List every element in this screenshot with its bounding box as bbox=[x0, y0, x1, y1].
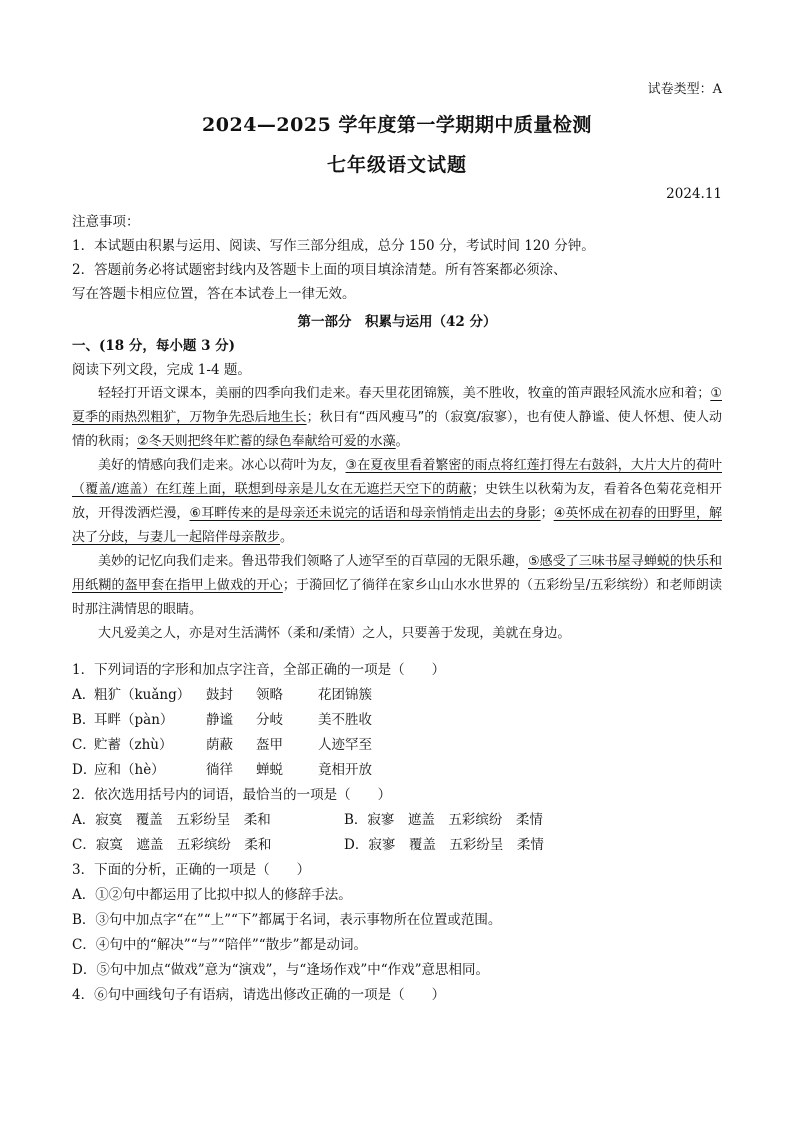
passage-text: ；秋日有“西风瘦马”的（寂寞/寂寥），也有使人静谧、使人怀想、使人动情的秋雨； bbox=[72, 410, 722, 449]
option-word: 竟相开放 bbox=[318, 762, 372, 778]
option-word: 美不胜收 bbox=[318, 712, 372, 728]
passage-text: ；于漪回忆了徜徉在家乡山山水水世界的（五彩纷呈/五彩缤纷）和老师朗读时那注满情思的眼睛。 bbox=[72, 578, 722, 617]
passage-text: ； bbox=[540, 506, 554, 521]
option-word: 蝉蜕 bbox=[256, 762, 283, 778]
question-2-option-c: C．寂寞 遮盖 五彩缤纷 柔和 bbox=[72, 837, 272, 853]
question-2-option-d: D．寂寥 覆盖 五彩纷呈 柔情 bbox=[344, 837, 544, 853]
passage-text: 。 bbox=[395, 434, 409, 449]
section-one-title: 一、(18 分，每小题 3 分) bbox=[72, 338, 236, 354]
option-word: 耳畔（pàn） bbox=[94, 712, 174, 728]
option-word: 花团锦簇 bbox=[318, 687, 372, 703]
notice-item-3: 写在答题卡相应位置，答在本试卷上一律无效。 bbox=[72, 286, 356, 302]
exam-subtitle: 七年级语文试题 bbox=[326, 154, 467, 176]
question-2-options-row-1 bbox=[72, 808, 732, 833]
part-one-title: 第一部分 积累与运用（42 分） bbox=[297, 314, 497, 330]
exam-title: 2024—2025 学年度第一学期期中质量检测 bbox=[202, 114, 592, 136]
notice-item-1: 1．本试题由积累与运用、阅读、写作三部分组成，总分 150 分，考试时间 120 分钟。 bbox=[72, 238, 595, 254]
passage-text: 轻轻打开语文课本，美丽的四季向我们走来。春天里花团锦簇，美不胜收，牧童的笛声跟轻风流水应和着； bbox=[98, 386, 711, 401]
passage-paragraph-1 bbox=[72, 382, 722, 454]
passage-paragraph-2 bbox=[72, 454, 722, 550]
question-3-stem: 3．下面的分析，正确的一项是（ ） bbox=[72, 862, 311, 878]
passage-text: 美妙的记忆向我们走来。鲁迅带我们领略了人迹罕至的百草园的无限乐趣， bbox=[98, 554, 528, 569]
option-word: 静谧 bbox=[206, 712, 233, 728]
question-3-option-c: C．④句中的“解决”“与”“陪伴”“散步”都是动词。 bbox=[72, 937, 368, 953]
passage-text: 美好的情感向我们走来。冰心以荷叶为友， bbox=[98, 458, 346, 473]
question-2-stem: 2．依次选用括号内的词语，最恰当的一项是（ ） bbox=[72, 787, 392, 803]
option-letter: A． bbox=[72, 687, 96, 703]
exam-date: 2024.11 bbox=[666, 186, 722, 202]
passage-paragraph-3 bbox=[72, 550, 722, 622]
question-2-options-row-2 bbox=[72, 833, 732, 858]
notice-heading: 注意事项： bbox=[72, 214, 140, 230]
option-word: 粗犷（kuǎng） bbox=[94, 687, 191, 703]
option-word: 应和（hè） bbox=[94, 762, 165, 778]
passage-paragraph-4: 大凡爱美之人，亦是对生活满怀（柔和/柔情）之人，只要善于发现，美就在身边。 bbox=[98, 626, 571, 641]
option-letter: C． bbox=[72, 737, 96, 753]
reading-passage bbox=[72, 382, 722, 646]
underlined-sentence-1: ①夏季的雨热烈粗犷，万物争先恐后地生长 bbox=[72, 386, 722, 425]
question-2-option-a: A．寂寞 覆盖 五彩纷呈 柔和 bbox=[72, 812, 271, 828]
question-3-option-b: B．③句中加点字“在”“上”“下”都属于名词，表示事物所在位置或范围。 bbox=[72, 912, 502, 928]
question-2-option-b: B．寂寥 遮盖 五彩缤纷 柔情 bbox=[344, 812, 543, 828]
passage-text: 。 bbox=[280, 530, 294, 545]
paper-type-label: 试卷类型：A bbox=[647, 82, 722, 97]
question-1-option-a bbox=[72, 683, 732, 708]
underlined-sentence-2: ②冬天则把终年贮蓄的绿色奉献给可爱的水藻 bbox=[137, 434, 396, 449]
option-word: 徜徉 bbox=[206, 762, 233, 778]
passage-text: ；史铁生以秋菊为友，看着各色菊花竞相开放，开得泼洒烂漫， bbox=[72, 482, 722, 521]
question-1-stem: 1．下列词语的字形和加点字注音，全部正确的一项是（ ） bbox=[72, 662, 446, 678]
option-word: 分岐 bbox=[256, 712, 283, 728]
underlined-sentence-4: ④英怀成在初春的田野里，解决了分歧，与妻儿一起陪伴母亲散步 bbox=[72, 506, 723, 545]
question-1-option-c bbox=[72, 733, 732, 758]
option-word: 领略 bbox=[256, 687, 283, 703]
question-3-option-a: A．①②句中都运用了比拟中拟人的修辞手法。 bbox=[72, 887, 352, 903]
underlined-sentence-3: ③在夏夜里看着繁密的雨点将红莲打得左右鼓斜，大片大片的荷叶（覆盖/遮盖）在红莲上面，联想到母亲是儿女在无遮拦天空下的荫蔽 bbox=[72, 458, 722, 497]
reading-instruction: 阅读下列文段，完成 1-4 题。 bbox=[72, 362, 251, 378]
question-1-option-d bbox=[72, 758, 732, 783]
option-word: 盔甲 bbox=[256, 737, 283, 753]
question-1-option-b bbox=[72, 708, 732, 733]
underlined-sentence-6: ⑥耳畔传来的是母亲还未说完的话语和母亲悄悄走出去的身影 bbox=[189, 506, 541, 521]
option-word: 贮蓄（zhù） bbox=[94, 737, 173, 753]
question-3-option-d: D．⑤句中加点“做戏”意为“演戏”，与“逢场作戏”中“作戏”意思相同。 bbox=[72, 962, 490, 978]
questions-block bbox=[72, 658, 732, 1008]
notice-item-2: 2．答题前务必将试题密封线内及答题卡上面的项目填涂清楚。所有答案都必须涂、 bbox=[72, 262, 567, 278]
option-word: 荫蔽 bbox=[206, 737, 233, 753]
underlined-sentence-5: ⑤感受了三味书屋寻蝉蜕的快乐和用纸糊的盔甲套在指甲上做戏的开心 bbox=[72, 554, 722, 593]
notice-block bbox=[72, 210, 732, 306]
option-word: 人迹罕至 bbox=[318, 737, 372, 753]
option-letter: D． bbox=[72, 762, 97, 778]
option-letter: B． bbox=[72, 712, 96, 728]
question-4-stem: 4．⑥句中画线句子有语病，请选出修改正确的一项是（ ） bbox=[72, 987, 446, 1003]
option-word: 鼓封 bbox=[206, 687, 233, 703]
